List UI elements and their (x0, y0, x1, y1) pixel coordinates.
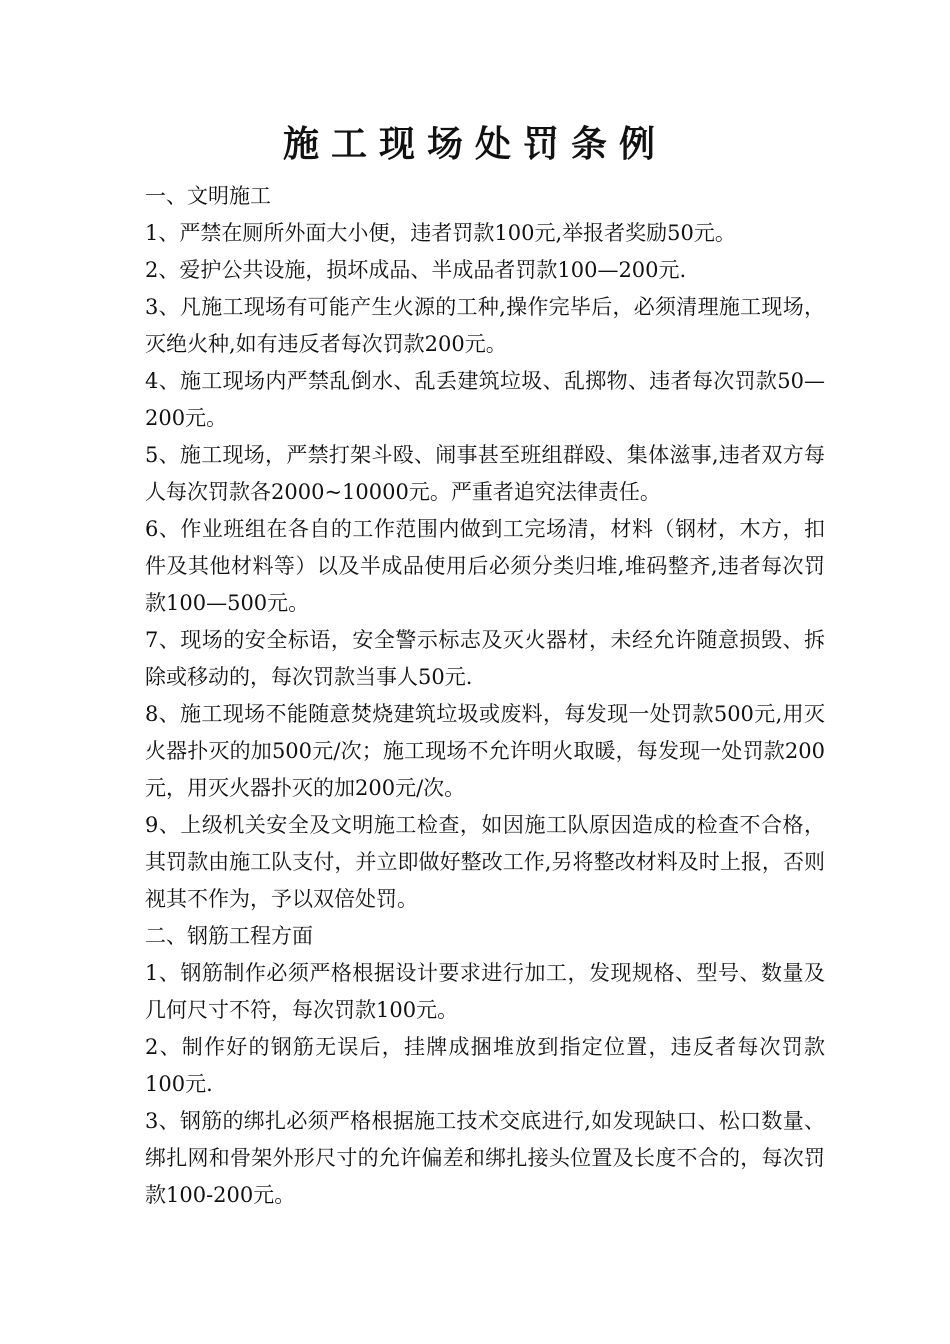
clause-item: 1、严禁在厕所外面大小便，违者罚款100元,举报者奖励50元。 (145, 221, 736, 245)
clause-item: 6、作业班组在各自的工作范围内做到工完场清，材料（钢材，木方，扣件及其他材料等）以及半成品使用后必须分类归堆,堆码整齐,违者每次罚款100—500元。 (145, 517, 825, 615)
clause-item: 8、施工现场不能随意焚烧建筑垃圾或废料，每发现一处罚款500元,用灭火器扑灭的加500元/次；施工现场不允许明火取暖，每发现一处罚款200元，用灭火器扑灭的加200元/次。 (145, 702, 825, 800)
section-heading: 二、钢筋工程方面 (145, 924, 313, 948)
clause-item: 2、制作好的钢筋无误后，挂牌成捆堆放到指定位置，违反者每次罚款100元. (145, 1035, 825, 1096)
section-heading: 一、文明施工 (145, 184, 271, 208)
clause-item: 3、钢筋的绑扎必须严格根据施工技术交底进行,如发现缺口、松口数量、绑扎网和骨架外形尺寸的允许偏差和绑扎接头位置及长度不合的，每次罚款100-200元。 (145, 1109, 825, 1207)
clause-item: 7、现场的安全标语，安全警示标志及灭火器材，未经允许随意损毁、拆除或移动的，每次罚款当事人50元. (145, 628, 825, 689)
document-body (145, 178, 825, 1214)
clause-item: 9、上级机关安全及文明施工检查，如因施工队原因造成的检查不合格，其罚款由施工队支付，并立即做好整改工作,另将整改材料及时上报，否则视其不作为，予以双倍处罚。 (145, 813, 825, 911)
clause-item: 5、施工现场，严禁打架斗殴、闹事甚至班组群殴、集体滋事,违者双方每人每次罚款各2000~10000元。严重者追究法律责任。 (145, 443, 825, 504)
clause-item: 4、施工现场内严禁乱倒水、乱丢建筑垃圾、乱掷物、违者每次罚款50—200元。 (145, 369, 825, 430)
section-rebar-works (145, 918, 825, 1214)
section-civilized-construction (145, 178, 825, 918)
clause-item: 1、钢筋制作必须严格根据设计要求进行加工，发现规格、型号、数量及几何尺寸不符，每次罚款100元。 (145, 961, 825, 1022)
clause-item: 3、凡施工现场有可能产生火源的工种,操作完毕后，必须清理施工现场，灭绝火种,如有违反者每次罚款200元。 (145, 295, 825, 356)
document-title: 施工现场处罚条例 (282, 123, 667, 165)
clause-item: 2、爱护公共设施，损坏成品、半成品者罚款100—200元. (145, 258, 687, 282)
